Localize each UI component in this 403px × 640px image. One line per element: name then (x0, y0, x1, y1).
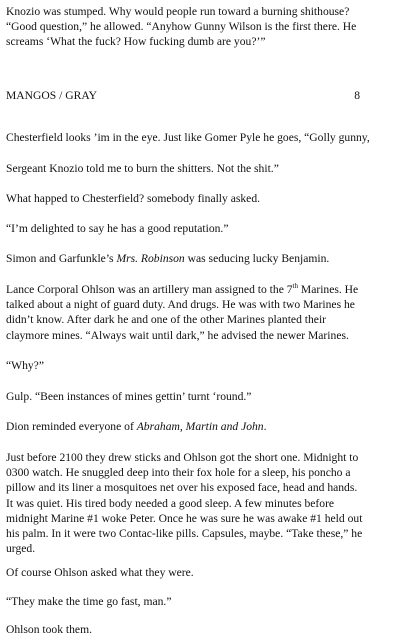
song-title: Mrs. Robinson (116, 252, 185, 265)
running-header (6, 88, 360, 103)
text-run: was seducing lucky Benjamin. (184, 252, 330, 265)
paragraph: Gulp. “Been instances of mines gettin’ turnt ‘round.” (6, 390, 252, 403)
paragraph: “I’m delighted to say he has a good reputation.” (6, 222, 229, 235)
text-run: Lance Corporal Ohlson was an artillery man assigned to the 7 (6, 283, 293, 296)
paragraph: Chesterfield looks ’im in the eye. Just like Gomer Pyle he goes, “Golly gunny, (6, 131, 370, 144)
text-line: his palm. In it were two Contac-like pills. Capsules, maybe. “Take these,” he (6, 527, 363, 541)
text-line: claymore mines. “Always wait until dark,” he advised the newer Marines. (6, 328, 349, 342)
paragraph (6, 450, 398, 556)
text-line: Knozio was stumped. Why would people run toward a burning shithouse? (6, 5, 350, 18)
text-line: It was quiet. His tired body needed a good sleep. A few minutes before (6, 496, 335, 510)
paragraph: Of course Ohlson asked what they were. (6, 566, 194, 579)
paragraph (6, 419, 398, 434)
top-paragraph (6, 4, 398, 50)
paragraph (6, 251, 398, 266)
paragraph: What happed to Chesterfield? somebody finally asked. (6, 192, 261, 205)
paragraph: “Why?” (6, 359, 44, 372)
text-run: Simon and Garfunkle’s (6, 252, 117, 265)
paragraph: Ohlson took them. (6, 623, 92, 636)
paragraph: Sergeant Knozio told me to burn the shitters. Not the shit.” (6, 162, 279, 175)
text-line: midnight Marine #1 woke Peter. Once he was sure he was awake #1 held out (6, 511, 363, 525)
text-run: . (263, 420, 267, 433)
text-line: urged. (6, 542, 36, 556)
text-line: screams ‘What the fuck? How fucking dumb are you?’” (6, 35, 266, 49)
text-line: didn’t know. After dark he and one of the other Marines planted their (6, 313, 327, 327)
text-line: talked about a night of guard duty. And drugs. He was with two Marines he (6, 298, 355, 312)
paragraph: “They make the time go fast, man.” (6, 595, 172, 608)
paragraph (6, 282, 398, 343)
page-number: 8 (354, 89, 360, 102)
superscript: th (292, 282, 298, 291)
text-line (6, 282, 398, 297)
song-title: Abraham, Martin and John (136, 420, 264, 433)
text-line: Just before 2100 they drew sticks and Ohlson got the short one. Midnight to (6, 451, 359, 464)
text-line: 0300 watch. He snuggled deep into their fox hole for a sleep, his poncho a (6, 466, 351, 480)
text-line: pillow and its liner a mosquitoes net over his exposed face, head and hands. (6, 481, 358, 495)
text-run: Marines. He (298, 283, 359, 296)
text-run: Dion reminded everyone of (6, 420, 137, 433)
text-line: “Good question,” he allowed. “Anyhow Gunny Wilson is the first there. He (6, 20, 357, 34)
running-header-title: MANGOS / GRAY (6, 89, 98, 102)
